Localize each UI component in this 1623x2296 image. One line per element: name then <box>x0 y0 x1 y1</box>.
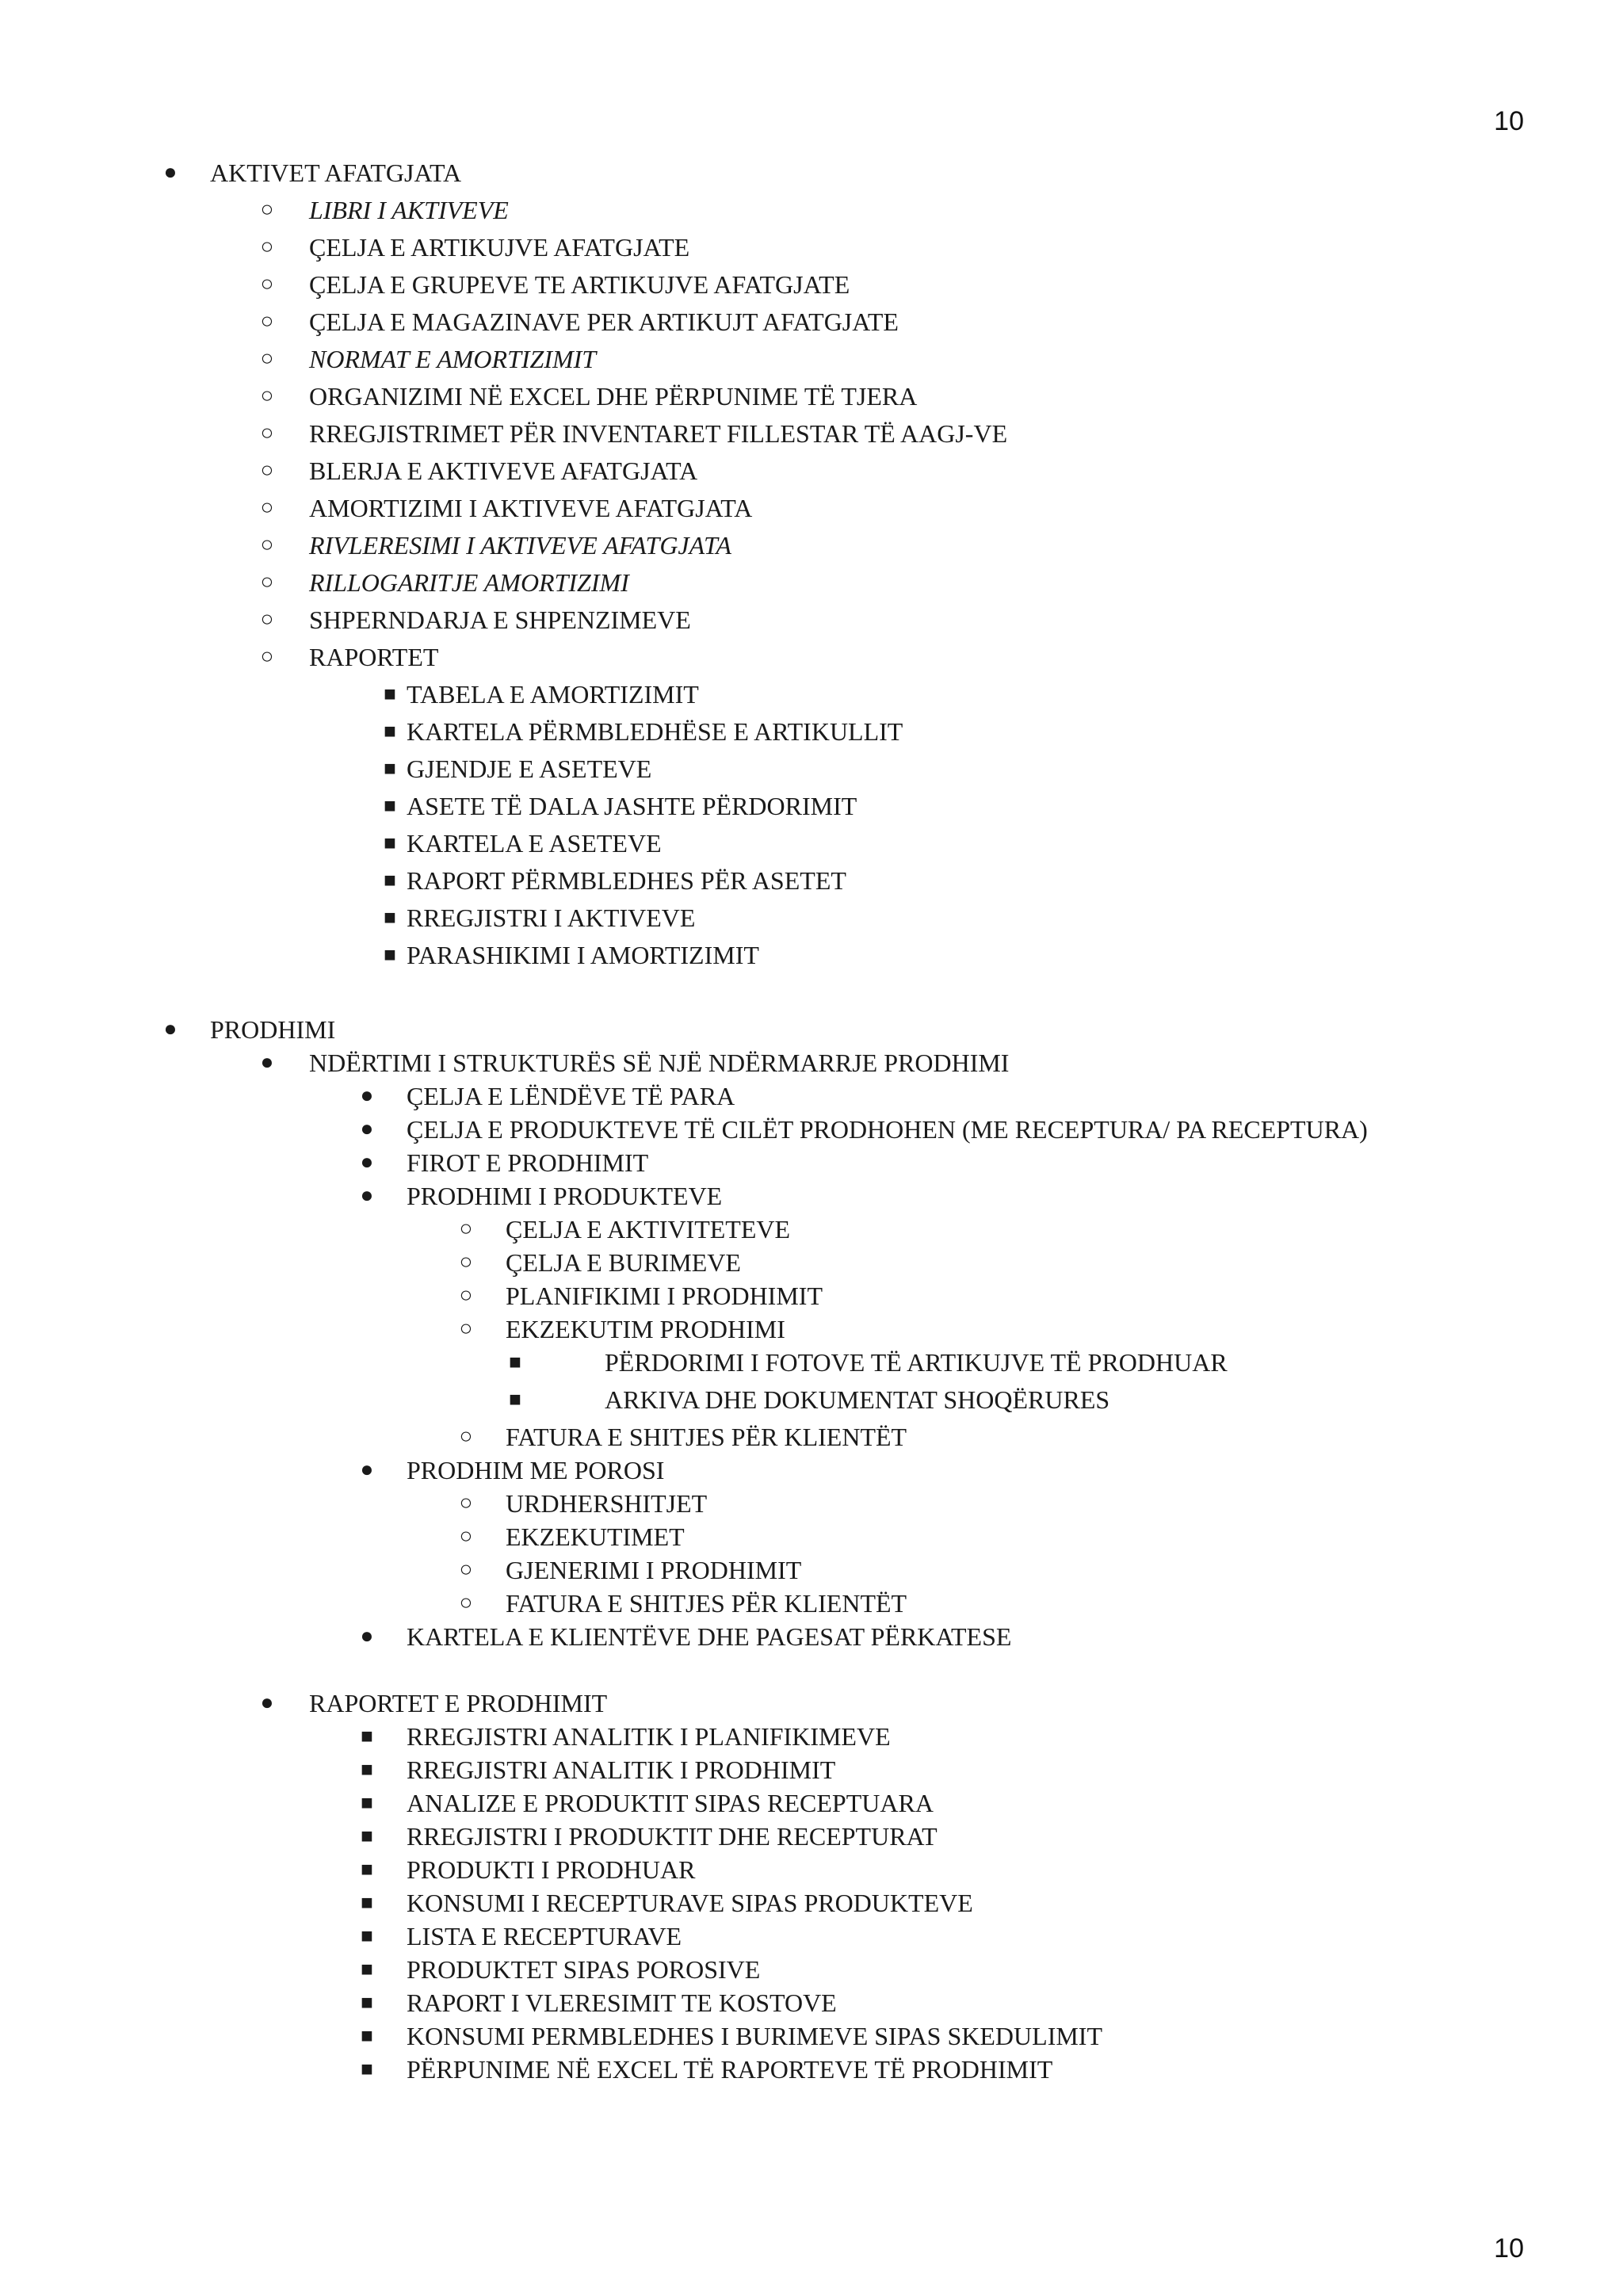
section-title: AKTIVET AFATGJATA <box>210 159 462 187</box>
list-item-text: PARASHIKIMI I AMORTIZIMIT <box>407 941 759 969</box>
list-item-text: RIVLERESIMI I AKTIVEVE AFATGJATA <box>309 531 731 560</box>
list-item-text: ÇELJA E BURIMEVE <box>506 1248 741 1277</box>
list-item-text: RAPORTET <box>309 643 439 671</box>
list-item-text: GJENDJE E ASETEVE <box>407 755 652 783</box>
circle-marker: ○ <box>260 458 274 483</box>
section-title: PRODHIMI <box>210 1015 336 1044</box>
list-item-text: PRODHIM ME POROSI <box>407 1456 665 1484</box>
list-item-text: RAPORTET E PRODHIMIT <box>309 1689 608 1717</box>
circle-marker: ○ <box>459 1424 473 1449</box>
list-item-text: EKZEKUTIMET <box>506 1522 685 1551</box>
list-item-text: KONSUMI PERMBLEDHES I BURIMEVE SIPAS SKEDULIMIT <box>407 2022 1102 2050</box>
circle-marker: ○ <box>260 384 274 408</box>
list-item-text: ÇELJA E PRODUKTEVE TË CILËT PRODHOHEN (ME RECEPTURA/ PA RECEPTURA) <box>407 1115 1368 1144</box>
list-item-text: PRODUKTI I PRODHUAR <box>407 1855 696 1884</box>
list-item-text: RAPORT I VLERESIMIT TE KOSTOVE <box>407 1988 837 2017</box>
square-marker: ■ <box>361 1824 373 1847</box>
square-marker: ■ <box>361 1991 373 2014</box>
list-item-text: GJENERIMI I PRODHIMIT <box>506 1556 802 1584</box>
list-item-text: ÇELJA E AKTIVITETEVE <box>506 1215 791 1244</box>
circle-marker: ○ <box>459 1491 473 1515</box>
circle-marker: ○ <box>459 1217 473 1241</box>
square-marker: ■ <box>384 869 396 892</box>
bullet-marker: ● <box>163 160 178 185</box>
list-item-text: PRODHIMI I PRODUKTEVE <box>407 1182 723 1210</box>
square-marker: ■ <box>384 682 396 705</box>
circle-marker: ○ <box>260 570 274 594</box>
square-marker: ■ <box>384 831 396 854</box>
list-item-text: KONSUMI I RECEPTURAVE SIPAS PRODUKTEVE <box>407 1889 973 1917</box>
square-marker: ■ <box>384 757 396 780</box>
list-item-text: RAPORT PËRMBLEDHES PËR ASETET <box>407 866 846 895</box>
circle-marker: ○ <box>260 421 274 445</box>
circle-marker: ○ <box>459 1524 473 1549</box>
bullet-marker: ● <box>360 1457 374 1482</box>
circle-marker: ○ <box>260 346 274 371</box>
circle-marker: ○ <box>260 495 274 520</box>
page-number-top: 10 <box>1494 106 1524 136</box>
list-item-text: RREGJISTRI I AKTIVEVE <box>407 904 696 932</box>
list-item-text: ÇELJA E GRUPEVE TE ARTIKUJVE AFATGJATE <box>309 270 850 299</box>
list-item-text: EKZEKUTIM PRODHIMI <box>506 1315 785 1343</box>
list-item-text: ÇELJA E ARTIKUJVE AFATGJATE <box>309 233 690 262</box>
list-item-text: RREGJISTRI ANALITIK I PLANIFIKIMEVE <box>407 1722 891 1751</box>
circle-marker: ○ <box>260 235 274 259</box>
square-marker: ■ <box>384 943 396 966</box>
bullet-marker: ● <box>360 1117 374 1141</box>
square-marker: ■ <box>384 906 396 929</box>
list-item-text: PËRPUNIME NË EXCEL TË RAPORTEVE TË PRODHIMIT <box>407 2055 1053 2084</box>
list-item-text: RILLOGARITJE AMORTIZIMI <box>309 568 629 597</box>
list-item-text: NDËRTIMI I STRUKTURËS SË NJË NDËRMARRJE PRODHIMI <box>309 1049 1010 1077</box>
list-item-text: FATURA E SHITJES PËR KLIENTËT <box>506 1589 907 1618</box>
list-item-text: ASETE TË DALA JASHTE PËRDORIMIT <box>407 792 857 820</box>
list-item-text: PËRDORIMI I FOTOVE TË ARTIKUJVE TË PRODHUAR <box>605 1348 1228 1377</box>
circle-marker: ○ <box>260 309 274 334</box>
list-item-text: PRODUKTET SIPAS POROSIVE <box>407 1955 761 1984</box>
square-marker: ■ <box>384 720 396 743</box>
square-marker: ■ <box>361 1758 373 1781</box>
circle-marker: ○ <box>459 1316 473 1341</box>
bullet-marker: ● <box>163 1017 178 1041</box>
bullet-marker: ● <box>260 1690 274 1715</box>
list-item-text: KARTELA PËRMBLEDHËSE E ARTIKULLIT <box>407 717 903 746</box>
list-item-text: PLANIFIKIMI I PRODHIMIT <box>506 1282 823 1310</box>
bullet-marker: ● <box>360 1150 374 1175</box>
bullet-marker: ● <box>360 1624 374 1648</box>
list-item-text: ANALIZE E PRODUKTIT SIPAS RECEPTUARA <box>407 1789 934 1817</box>
square-marker: ■ <box>361 1891 373 1914</box>
circle-marker: ○ <box>260 644 274 669</box>
circle-marker: ○ <box>459 1557 473 1582</box>
list-item-text: URDHERSHITJET <box>506 1489 708 1518</box>
square-marker: ■ <box>361 1858 373 1881</box>
list-item-text: FIROT E PRODHIMIT <box>407 1148 649 1177</box>
list-item-text: RREGJISTRIMET PËR INVENTARET FILLESTAR TË AAGJ-VE <box>309 419 1008 448</box>
square-marker: ■ <box>361 2057 373 2080</box>
list-item-text: SHPERNDARJA E SHPENZIMEVE <box>309 606 691 634</box>
square-marker: ■ <box>509 1350 521 1373</box>
list-item-text: ARKIVA DHE DOKUMENTAT SHOQËRURES <box>605 1385 1110 1414</box>
list-item-text: KARTELA E ASETEVE <box>407 829 662 858</box>
circle-marker: ○ <box>459 1283 473 1308</box>
circle-marker: ○ <box>260 607 274 632</box>
bullet-marker: ● <box>360 1183 374 1208</box>
list-item-text: LISTA E RECEPTURAVE <box>407 1922 682 1950</box>
page-number-bottom: 10 <box>1494 2233 1524 2264</box>
list-item-text: AMORTIZIMI I AKTIVEVE AFATGJATA <box>309 494 753 522</box>
list-item-text: ÇELJA E LËNDËVE TË PARA <box>407 1082 735 1110</box>
list-item-text: BLERJA E AKTIVEVE AFATGJATA <box>309 457 698 485</box>
circle-marker: ○ <box>459 1250 473 1274</box>
list-item-text: ORGANIZIMI NË EXCEL DHE PËRPUNIME TË TJERA <box>309 382 918 411</box>
square-marker: ■ <box>361 1924 373 1947</box>
square-marker: ■ <box>384 794 396 817</box>
list-item-text: RREGJISTRI I PRODUKTIT DHE RECEPTURAT <box>407 1822 938 1851</box>
circle-marker: ○ <box>260 197 274 222</box>
circle-marker: ○ <box>459 1591 473 1615</box>
square-marker: ■ <box>361 1725 373 1748</box>
circle-marker: ○ <box>260 272 274 296</box>
list-item-text: FATURA E SHITJES PËR KLIENTËT <box>506 1423 907 1451</box>
square-marker: ■ <box>361 2024 373 2047</box>
list-item-text: LIBRI I AKTIVEVE <box>309 196 509 224</box>
list-item-text: ÇELJA E MAGAZINAVE PER ARTIKUJT AFATGJATE <box>309 308 899 336</box>
square-marker: ■ <box>509 1388 521 1411</box>
list-item-text: KARTELA E KLIENTËVE DHE PAGESAT PËRKATESE <box>407 1622 1012 1651</box>
list-item-text: TABELA E AMORTIZIMIT <box>407 680 699 709</box>
list-item-text: NORMAT E AMORTIZIMIT <box>309 345 597 373</box>
square-marker: ■ <box>361 1791 373 1814</box>
square-marker: ■ <box>361 1958 373 1981</box>
list-item-text: RREGJISTRI ANALITIK I PRODHIMIT <box>407 1755 836 1784</box>
circle-marker: ○ <box>260 533 274 557</box>
bullet-marker: ● <box>260 1050 274 1075</box>
bullet-marker: ● <box>360 1083 374 1108</box>
